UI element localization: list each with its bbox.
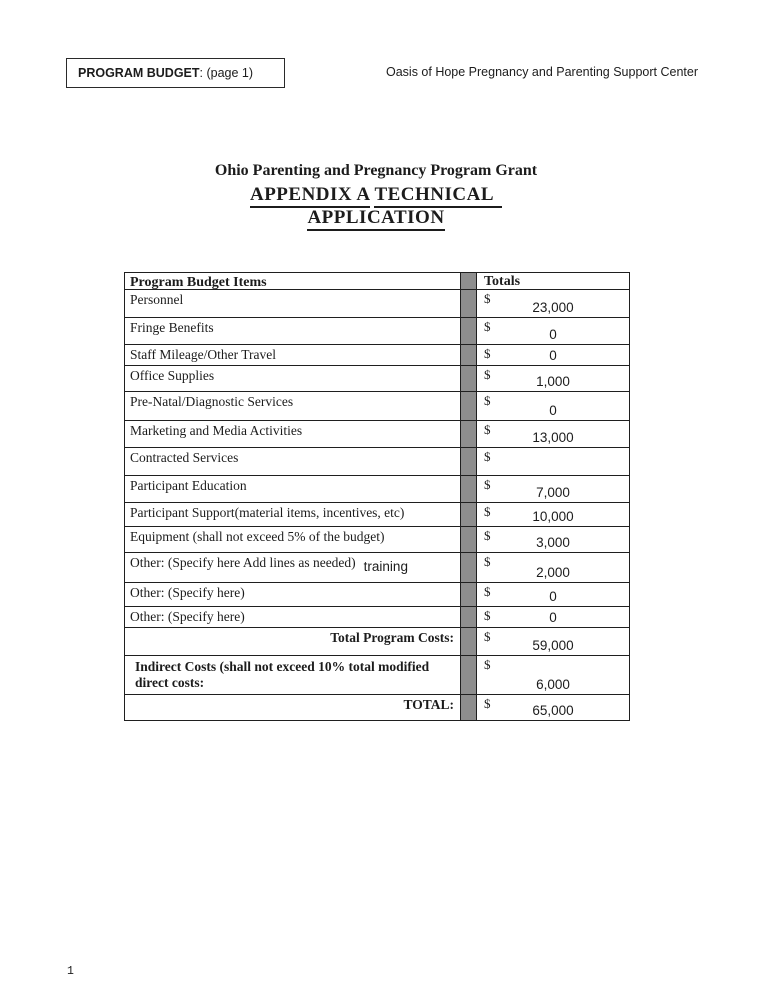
table-row-other-1: [125, 583, 629, 607]
row-label: TOTAL:: [125, 695, 461, 720]
filled-in-value: training: [363, 559, 408, 574]
dollar-sign: $: [484, 393, 491, 408]
amount-value: 1,000: [536, 374, 570, 389]
separator-column: [461, 366, 477, 391]
amount-value: 0: [549, 327, 557, 342]
dollar-sign: $: [484, 449, 491, 464]
table-row-indirect-costs: [125, 656, 629, 695]
separator-column: [461, 583, 477, 606]
total-cell: [477, 628, 629, 655]
separator-column: [461, 527, 477, 552]
amount-value: 0: [549, 348, 557, 363]
row-label: Equipment (shall not exceed 5% of the budget): [125, 527, 461, 552]
amount-value: 59,000: [532, 638, 574, 653]
budget-table: [124, 272, 630, 721]
amount-value: 6,000: [536, 677, 570, 692]
dollar-sign: $: [484, 291, 491, 306]
row-label: Pre-Natal/Diagnostic Services: [125, 392, 461, 420]
total-cell: [477, 345, 629, 365]
table-row-office-supplies: [125, 366, 629, 392]
amount-value: 7,000: [536, 485, 570, 500]
total-cell: [477, 553, 629, 582]
total-cell: [477, 583, 629, 606]
dollar-sign: $: [484, 528, 491, 543]
table-row-other-2: [125, 607, 629, 628]
total-cell: [477, 290, 629, 317]
dollar-sign: $: [484, 422, 491, 437]
dollar-sign: $: [484, 319, 491, 334]
row-label: Other: (Specify here): [125, 583, 461, 606]
page-number: 1: [67, 965, 74, 978]
table-row-equipment: [125, 527, 629, 553]
row-label: Participant Education: [125, 476, 461, 502]
dollar-sign: $: [484, 367, 491, 382]
table-row-marketing-media: [125, 421, 629, 448]
dollar-sign: $: [484, 477, 491, 492]
table-row-grand-total: [125, 695, 629, 720]
separator-column: [461, 656, 477, 694]
total-cell: [477, 448, 629, 475]
separator-column: [461, 503, 477, 526]
separator-column: [461, 553, 477, 582]
total-cell: [477, 527, 629, 552]
table-row-participant-education: [125, 476, 629, 503]
row-label: Personnel: [125, 290, 461, 317]
total-cell: [477, 695, 629, 720]
dollar-sign: $: [484, 346, 491, 361]
program-budget-label: PROGRAM BUDGET: [78, 66, 200, 80]
amount-value: 13,000: [532, 430, 574, 445]
separator-column: [461, 448, 477, 475]
title-grant-name: Ohio Parenting and Pregnancy Program Grant: [214, 162, 538, 179]
table-row-contracted-services: [125, 448, 629, 476]
row-label: Contracted Services: [125, 448, 461, 475]
program-budget-box: [66, 58, 285, 88]
program-budget-page-note: : (page 1): [199, 66, 254, 80]
separator-column: [461, 290, 477, 317]
row-label-text: Other: (Specify here Add lines as needed): [130, 555, 356, 570]
table-row-total-program-costs: [125, 628, 629, 656]
row-label: Fringe Benefits: [125, 318, 461, 344]
table-row-other-training: [125, 553, 629, 583]
dollar-sign: $: [484, 554, 491, 569]
row-label: Other: (Specify here): [125, 607, 461, 627]
separator-column: [461, 318, 477, 344]
amount-value: 65,000: [532, 703, 574, 718]
table-header-row: [125, 273, 629, 290]
separator-column: [461, 628, 477, 655]
total-cell: [477, 318, 629, 344]
dollar-sign: $: [484, 608, 491, 623]
total-cell: [477, 607, 629, 627]
separator-column: [461, 607, 477, 627]
title-application-line: [0, 206, 752, 229]
row-label: Staff Mileage/Other Travel: [125, 345, 461, 365]
table-row-prenatal-services: [125, 392, 629, 421]
row-label: Office Supplies: [125, 366, 461, 391]
total-cell: [477, 503, 629, 526]
table-row-staff-mileage: [125, 345, 629, 366]
separator-column: [461, 476, 477, 502]
title-application: APPLICATION: [307, 207, 444, 231]
separator-column: [461, 695, 477, 720]
row-label: Total Program Costs:: [125, 628, 461, 655]
amount-value: 0: [549, 589, 557, 604]
total-cell: [477, 421, 629, 447]
amount-value: 10,000: [532, 509, 574, 524]
amount-value: 0: [549, 610, 557, 625]
separator-column: [461, 392, 477, 420]
total-cell: [477, 656, 629, 694]
dollar-sign: $: [484, 657, 491, 672]
title-appendix-a: APPENDIX A: [250, 184, 370, 208]
title-appendix-line: [0, 183, 752, 206]
total-cell: [477, 392, 629, 420]
total-cell: [477, 476, 629, 502]
dollar-sign: $: [484, 504, 491, 519]
amount-value: 23,000: [532, 300, 574, 315]
document-title: [0, 161, 752, 229]
column-header-totals: Totals: [484, 274, 521, 289]
table-row-fringe-benefits: [125, 318, 629, 345]
amount-value: 3,000: [536, 535, 570, 550]
amount-value: 2,000: [536, 565, 570, 580]
row-label: [125, 553, 461, 582]
total-cell: [477, 366, 629, 391]
column-header-items: Program Budget Items: [125, 273, 461, 289]
row-label: Indirect Costs (shall not exceed 10% total modified direct costs:: [125, 656, 461, 694]
table-row-personnel: [125, 290, 629, 318]
dollar-sign: $: [484, 629, 491, 644]
dollar-sign: $: [484, 696, 491, 711]
table-row-participant-support: [125, 503, 629, 527]
row-label: Marketing and Media Activities: [125, 421, 461, 447]
title-technical: TECHNICAL: [374, 184, 502, 208]
organization-name: Oasis of Hope Pregnancy and Parenting Support Center: [386, 65, 698, 79]
separator-column: [461, 273, 477, 289]
amount-value: 0: [549, 403, 557, 418]
row-label: Participant Support(material items, incentives, etc): [125, 503, 461, 526]
dollar-sign: $: [484, 584, 491, 599]
separator-column: [461, 345, 477, 365]
separator-column: [461, 421, 477, 447]
